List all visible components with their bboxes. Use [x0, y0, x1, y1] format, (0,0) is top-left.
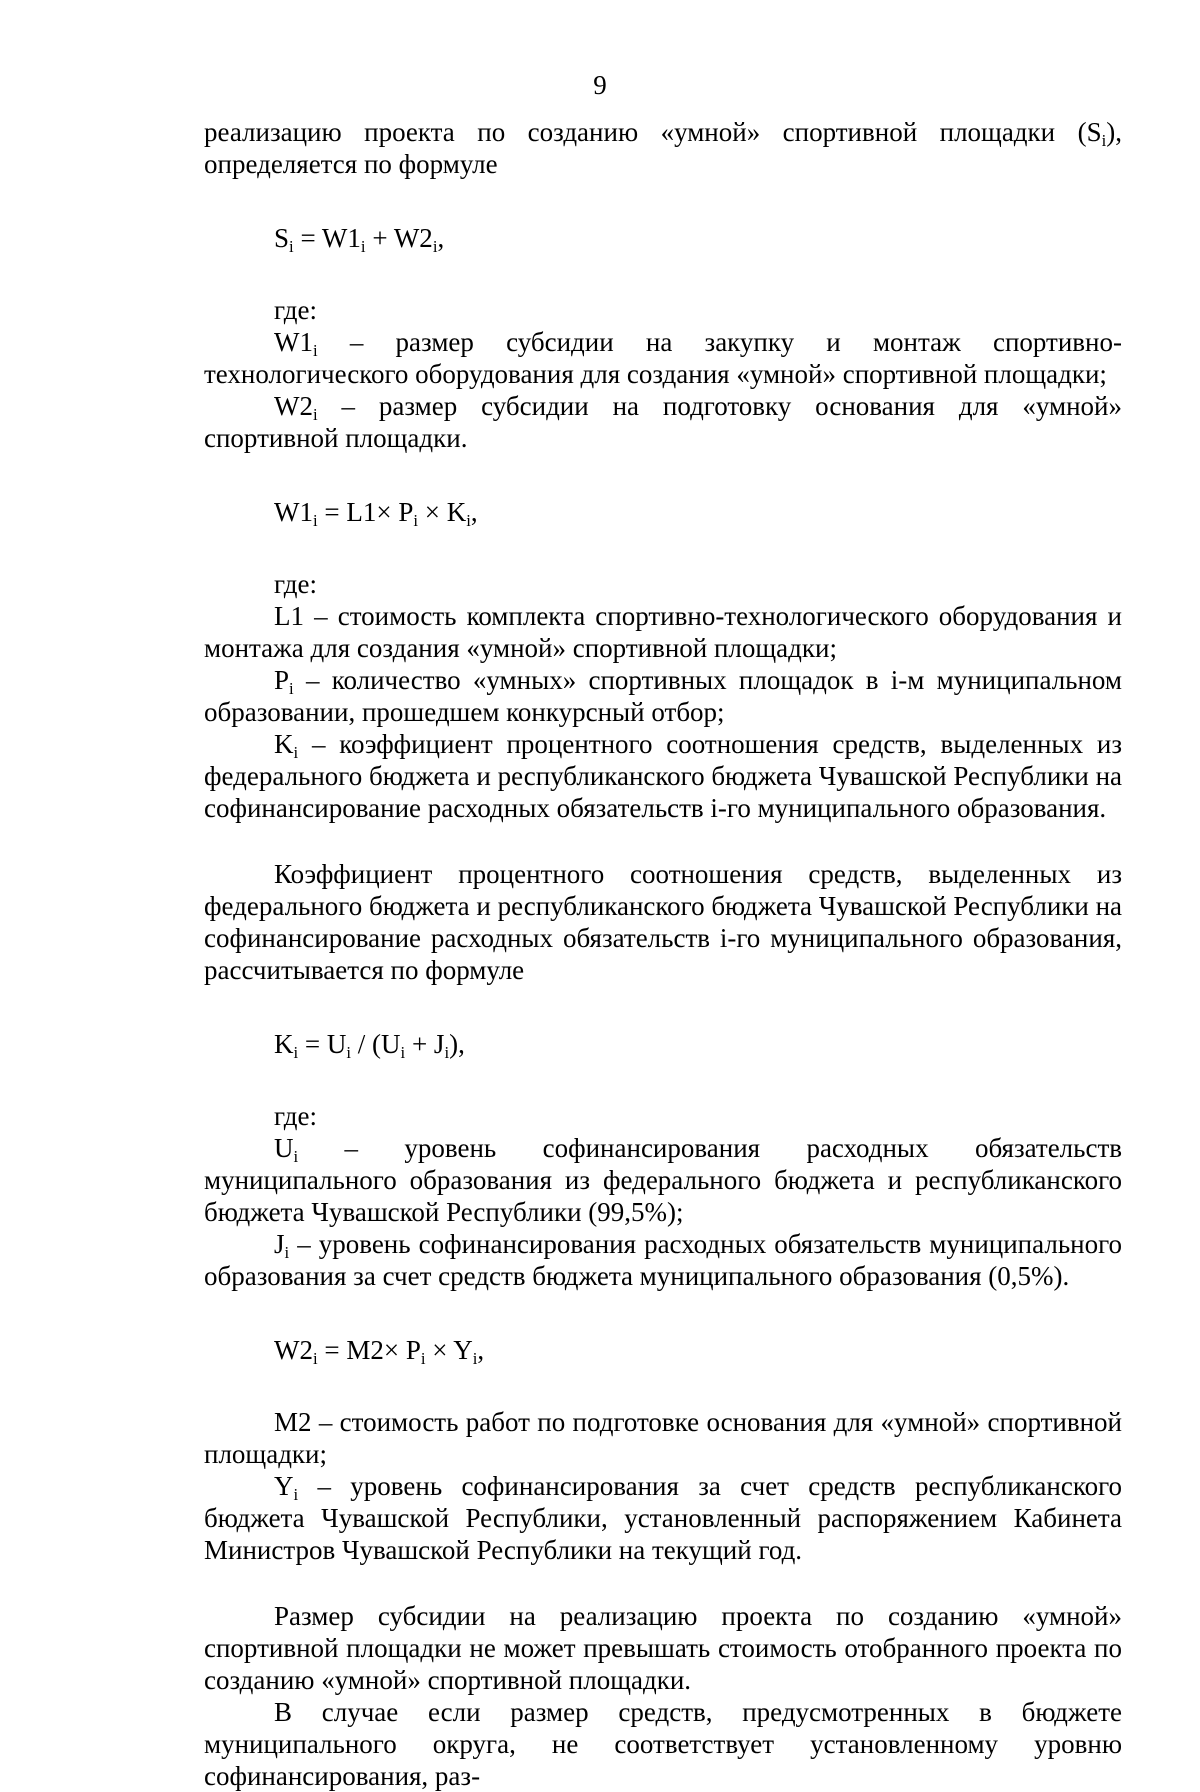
formula-si: $S_i = W1_i + W2_i$, [274, 223, 445, 257]
paragraph-intro: реализацию проекта по созданию «умной» спортивной площадки $(S_i)$, определяется по формуле [204, 117, 1122, 179]
document-body [204, 116, 1122, 1792]
formula-w1: $W1_i = L1\times P_i \times K_i$, [274, 497, 478, 531]
page-number: 9 [593, 70, 607, 100]
paragraph-subsidy-size: Размер субсидии на реализацию проекта по созданию «умной» спортивной площадки не может превышать стоимость отобранного проекта по созданию «умной» спортивной площадки. [204, 1601, 1122, 1695]
definition-l1: L1 – стоимость комплекта спортивно-технологического оборудования и монтажа для создания «умной» спортивной площадки; [204, 601, 1122, 663]
formula-ki: $K_i = U_i / (U_i + J_i)$, [274, 1029, 465, 1063]
definition-m2: M2 – стоимость работ по подготовке основания для «умной» спортивной площадки; [204, 1407, 1122, 1469]
definition-w1: $W1_i$ – размер субсидии на закупку и монтаж спортивно-технологического оборудования для создания «умной» спортивной площадки; [204, 327, 1122, 389]
definition-pi: $P_i$ – количество «умных» спортивных площадок в i-м муниципальном образовании, прошедшем конкурсный отбор; [204, 665, 1122, 727]
definition-yi: $Y_i$ – уровень софинансирования за счет средств республиканского бюджета Чувашской Республики, установленный распоряжением Кабинета Министров Чувашской Республики на текущий год. [204, 1471, 1122, 1565]
definition-ji: $J_i$ – уровень софинансирования расходных обязательств муниципального образования за счет средств бюджета муниципального образования (0,5%). [204, 1229, 1122, 1291]
paragraph-coefficient: Коэффициент процентного соотношения средств, выделенных из федерального бюджета и республиканского бюджета Чувашской Республики на софинансирование расходных обязательств i-го муниципального образования, рассчитывается по формуле [204, 859, 1123, 985]
definition-ki: $K_i$ – коэффициент процентного соотношения средств, выделенных из федерального бюджета и республиканского бюджета Чувашской Республики на софинансирование расходных обязательств i-го муниципального образования. [204, 729, 1123, 823]
where-label: где: [274, 1101, 317, 1131]
paragraph-case: В случае если размер средств, предусмотренных в бюджете муниципального округа, не соответствует установленному уровню софинансирования, раз- [204, 1697, 1122, 1791]
definition-w2: $W2_i$ – размер субсидии на подготовку основания для «умной» спортивной площадки. [204, 391, 1122, 453]
where-label: где: [274, 569, 317, 599]
where-label: где: [274, 295, 317, 325]
formula-w2: $W2_i = M2\times P_i \times Y_i$, [274, 1335, 485, 1369]
definition-ui: $U_i$ – уровень софинансирования расходных обязательств муниципального образования из федерального бюджета и республиканского бюджета Чувашской Республики (99,5%); [204, 1133, 1122, 1227]
